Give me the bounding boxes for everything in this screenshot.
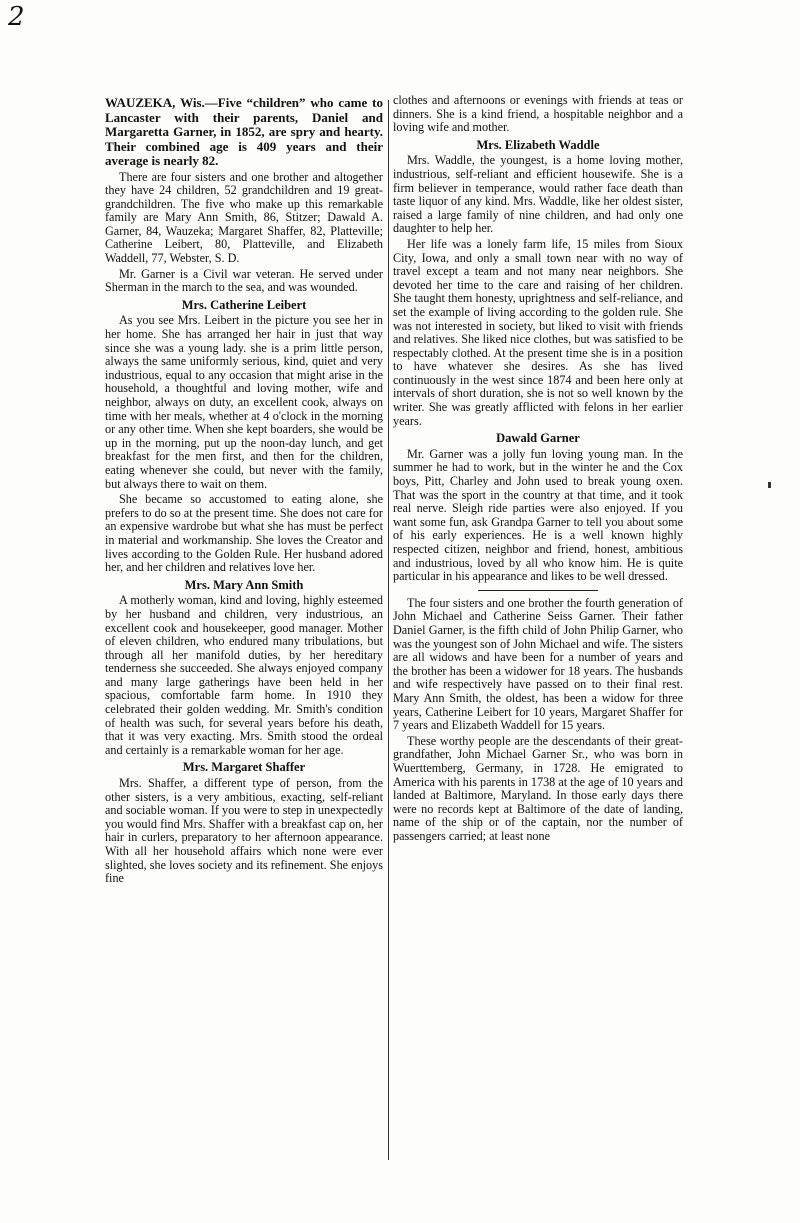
scan-speck (768, 482, 771, 488)
paragraph: Mr. Garner is a Civil war veteran. He served under Sherman in the march to the sea, and was wounded. (105, 266, 383, 295)
paragraph: There are four sisters and one brother and altogether they have 24 children, 52 grandchildren and 19 great-grandchildren. The five who make up this remarkable family are Mary Ann Smith, 86, Stitzer; Dawald A. Garner, 84, Wauzeka; Margaret Shaffer, 82, Platteville; Catherine Leibert, 80, Platteville, and Elizabeth Waddell, 77, Webster, S. D. (105, 169, 383, 266)
section-heading-waddle: Mrs. Elizabeth Waddle (476, 137, 600, 152)
paragraph: Mr. Garner was a jolly fun loving young man. In the summer he had to work, but in the winter he and the Cox boys, Pitt, Charley and John used to break young oxen. That was the sport in the country at that time, and it took real nerve. Sleigh ride parties were also enjoyed. If you want some fun, ask Grandpa Garner to tell you about some of his early experiences. He is a well known highly respected citizen, neighbor and friend, honest, ambitious and industrious, loved by all who know him. He is quite particular in his appearance and likes to be well dressed. (393, 446, 683, 584)
section-heading-garner: Dawald Garner (496, 431, 580, 446)
paragraph: A motherly woman, kind and loving, highly esteemed by her husband and children, very industrious, an excellent cook and housekeeper, good manager. Mother of eleven children, who endured many tribulations, but through all her manifold duties, by her hereditary tenderness she succeeded. She always enjoyed company and many large gatherings have been held in her spacious, comfortable farm home. In 1910 they celebrated their golden wedding. Mr. Smith's condition of health was such, for several years before his death, that it was very exacting. Mrs. Smith stood the ordeal and certainly is a remarkable woman for her age. (105, 593, 383, 757)
column-divider (388, 100, 389, 1160)
paragraph: Her life was a lonely farm life, 15 miles from Sioux City, Iowa, and only a small town near with no way of travel except a team and not many near neighbors. She devoted her time to the care and raising of her children. She taught them honesty, uprightness and self-reliance, and set the example of living according to the golden rule. She was not interested in society, but liked to visit with friends and relatives. She liked nice clothes, but was satisfied to be respectably clothed. At the present time she is in a position to have whatever she desires. As she has lived continuously in the west since 1874 and been here only at intervals of short duration, she is not so well known by the writer. She was greatly afflicted with felons in her earlier years. (393, 236, 683, 428)
paragraph: She became so accustomed to eating alone, she prefers to do so at the present time. She does not care for an expensive wardrobe but what she has must be perfect in material and workmanship. She loves the Creator and lives according to the Golden Rule. Her husband adored her, and her children and relatives love her. (105, 492, 383, 575)
left-column (105, 96, 383, 888)
paragraph: The four sisters and one brother the fourth generation of John Michael and Catherine Seiss Garner. Their father Daniel Garner, is the fifth child of John Philip Garner, who was the youngest son of John Michael and wife. The sisters are all widows and have been for a number of years and the brother has been a widower for 18 years. The husbands and wife respectively have passed on to their final rest. Mary Ann Smith, the oldest, has been a widow for three years, Catherine Leibert for 10 years, Margaret Shaffer for 7 years and Elizabeth Waddell for 15 years. (393, 595, 683, 733)
paragraph: These worthy people are the descendants of their great-grandfather, John Michael Garner Sr., who was born in Wuerttemberg, Germany, in 1728. He emigrated to America with his parents in 1738 at the age of 10 years and landed at Baltimore, Maryland. In those early days there were no records kept at Baltimore of the date of landing, name of the ship or of the captain, nor the number of passengers carried; at least none (393, 733, 683, 843)
paragraph: Mrs. Waddle, the youngest, is a home loving mother, industrious, self-reliant and efficient housewife. She is a firm believer in temperance, would rather face death than taste liquor of any kind. Mrs. Waddle, like her oldest sister, raised a large family of nine children, and had only one daughter to help her. (393, 153, 683, 236)
paragraph: Mrs. Shaffer, a different type of person, from the other sisters, is a very ambitious, exacting, self-reliant and sociable woman. If you were to step in unexpectedly you would find Mrs. Shaffer with a breakfast cap on, her hair in curlers, preparatory to her afternoon appearance. With all her household affairs which none were ever slighted, she loves society and its refinement. She enjoys fine (105, 776, 383, 886)
paragraph: clothes and afternoons or evenings with friends at teas or dinners. She is a kind friend, a hospitable neighbor and a loving wife and mother. (393, 93, 683, 135)
article-lead: WAUZEKA, Wis.—Five “children” who came to Lancaster with their parents, Daniel and Margaretta Garner, in 1852, are spry and hearty. Their combined age is 409 years and their average is nearly 82. (105, 95, 383, 168)
section-divider (478, 590, 598, 591)
section-heading-leibert: Mrs. Catherine Leibert (181, 297, 307, 312)
right-column (393, 94, 683, 845)
page-number: 2 (8, 2, 25, 32)
section-heading-smith: Mrs. Mary Ann Smith (184, 577, 304, 592)
section-heading-shaffer: Mrs. Margaret Shaffer (182, 760, 306, 775)
paragraph: As you see Mrs. Leibert in the picture you see her in her home. She has arranged her hair in just that way since she was a young lady. she is a prim little person, always the same uniformly serious, kind, quiet and very industrious, equal to any occasion that might arise in the household, a thoughtful and loving mother, wife and neighbor, always on duty, an excellent cook, always on time with her meals, whether at 4 o'clock in the morning or any other time. When she kept boarders, she would be up in the morning, put up the noon-day lunch, and get breakfast for the men first, and then for the children, eating whenever she could, but never with the family, but always there to wait on them. (105, 313, 383, 491)
